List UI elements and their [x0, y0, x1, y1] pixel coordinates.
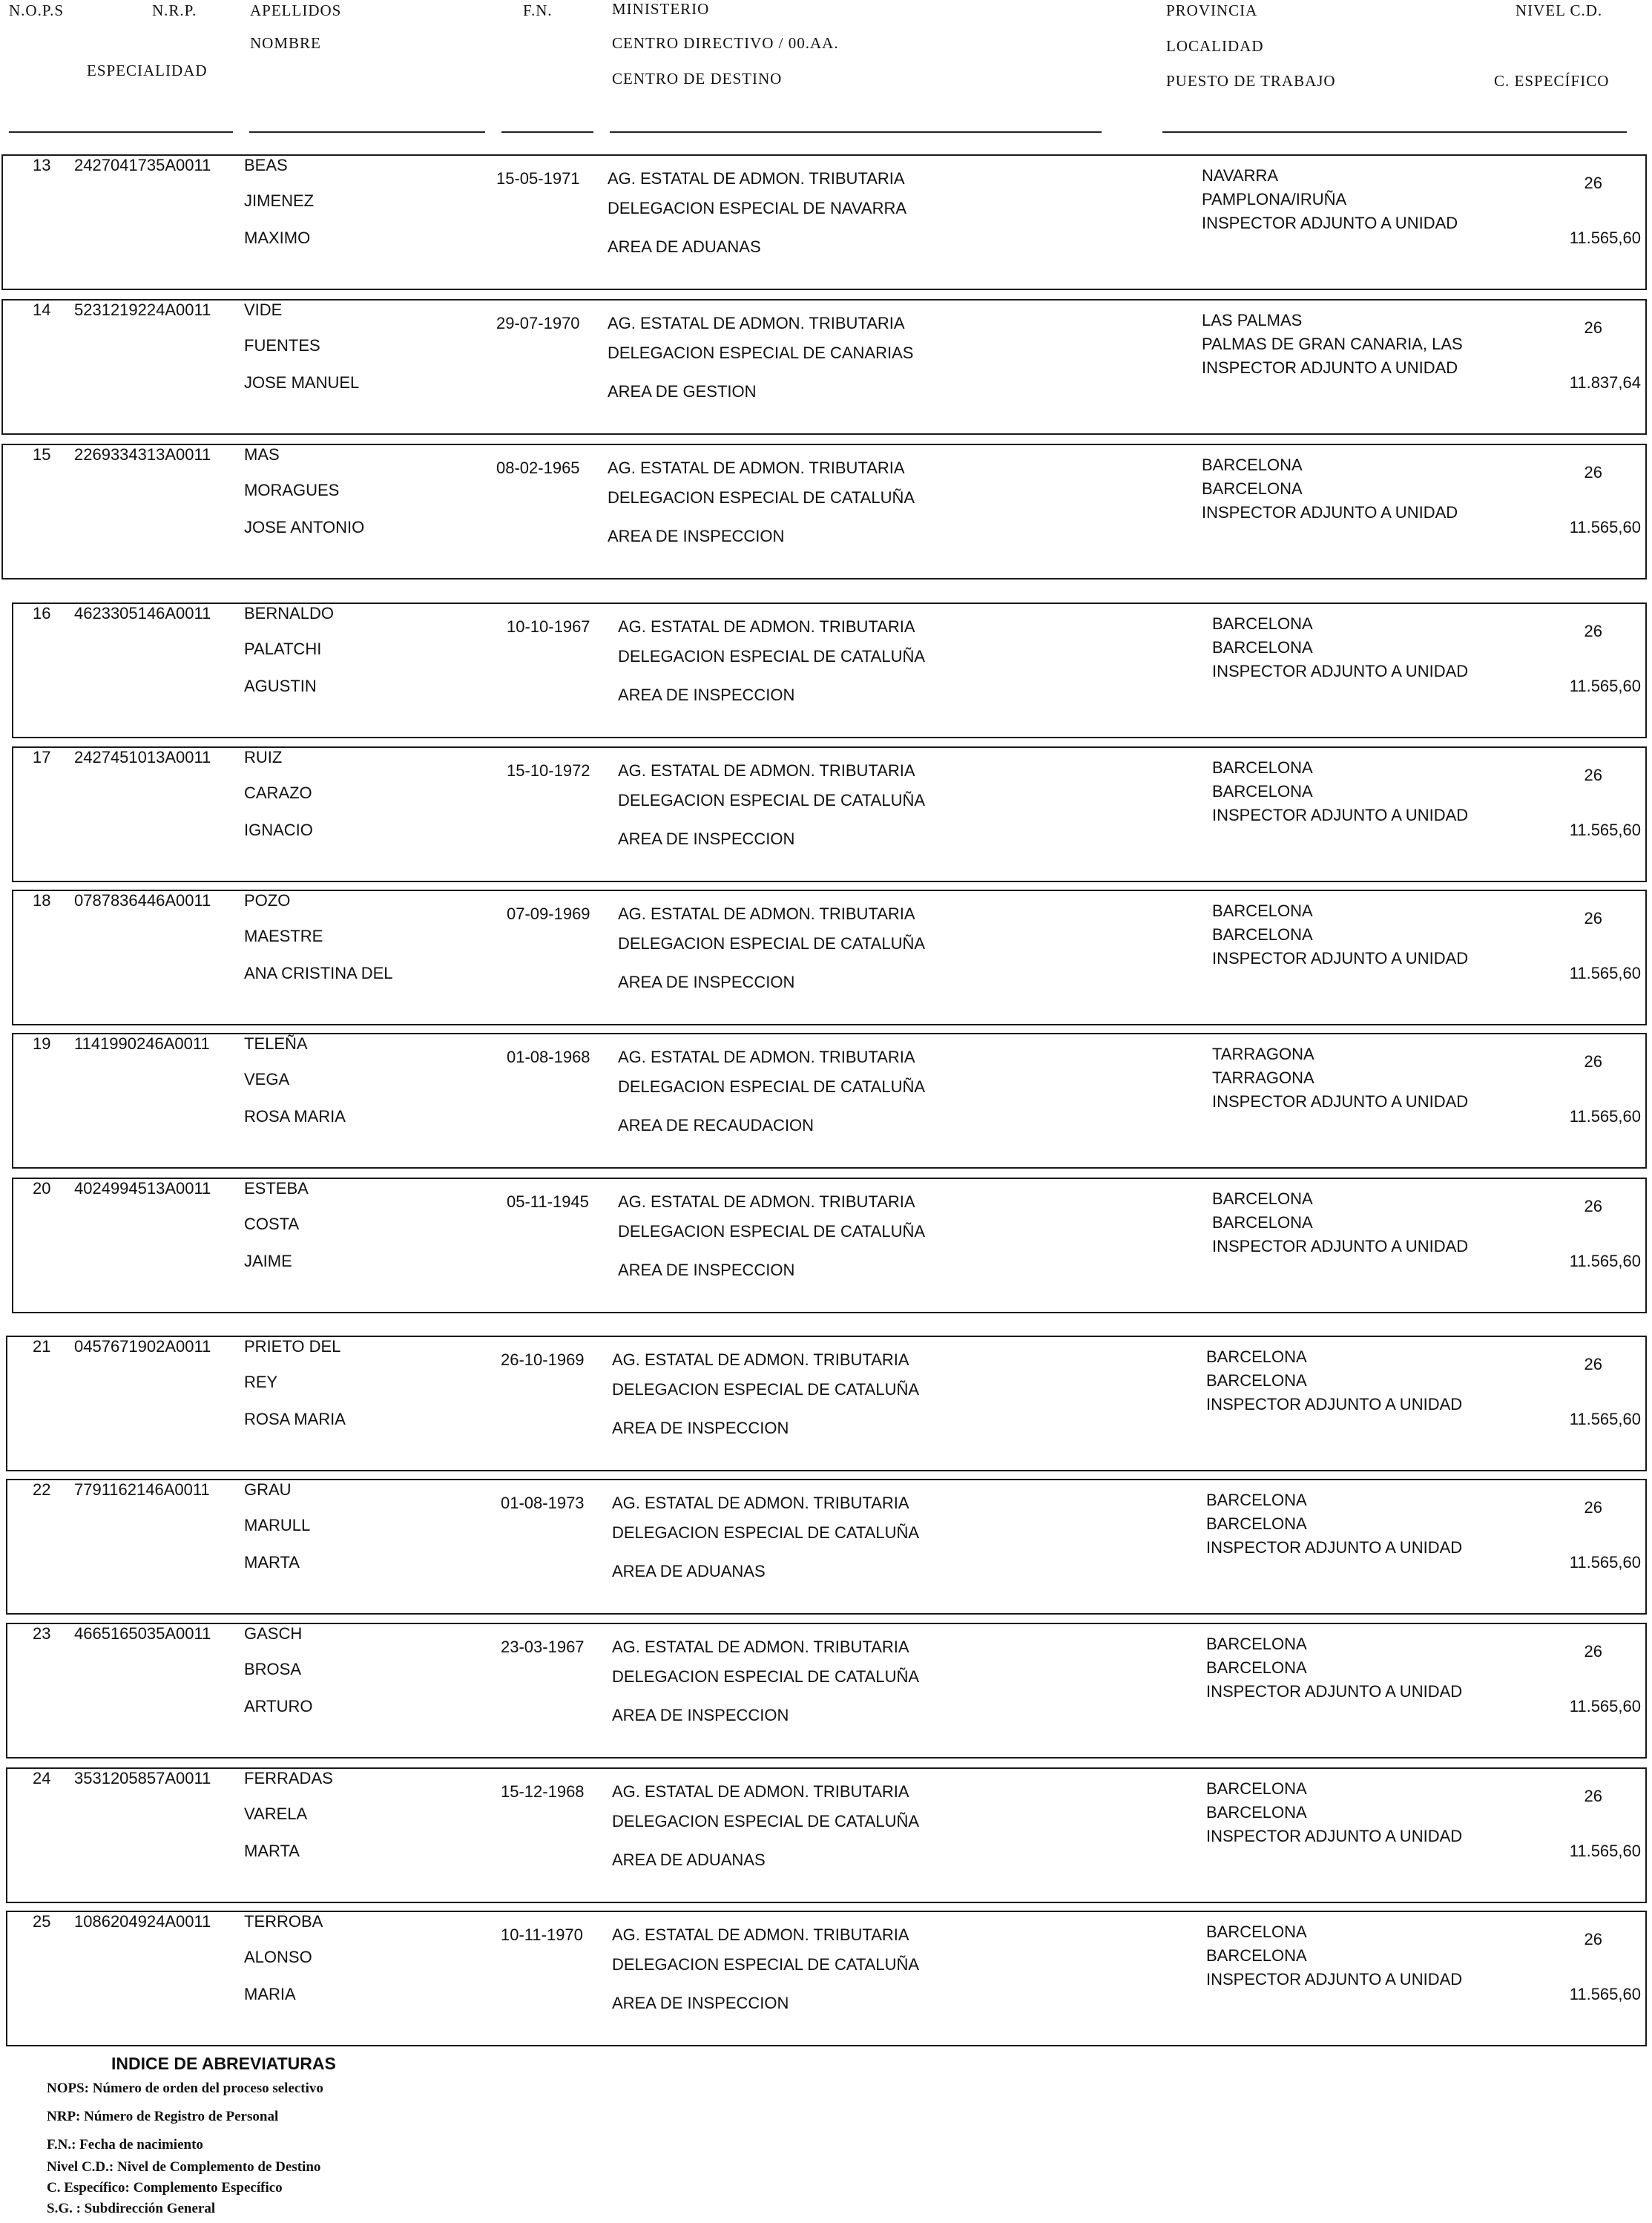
- apellido1-cell: GRAU: [244, 1480, 292, 1499]
- apellido1-cell: POZO: [244, 891, 291, 910]
- c-especifico-cell: 11.565,60: [1569, 1107, 1641, 1126]
- apellido1-cell: PRIETO DEL: [244, 1337, 341, 1356]
- puesto-cell: INSPECTOR ADJUNTO A UNIDAD: [1202, 503, 1458, 522]
- centro-destino-cell: AREA DE RECAUDACION: [618, 1116, 815, 1135]
- header-ministerio: MINISTERIO: [612, 0, 710, 18]
- legend-item: F.N.: Fecha de nacimiento: [47, 2137, 203, 2153]
- fecha-nacimiento-cell: 01-08-1973: [501, 1494, 585, 1512]
- centro-directivo-cell: DELEGACION ESPECIAL DE CATALUÑA: [618, 791, 926, 810]
- nrp-cell: 2269334313A0011: [74, 445, 211, 464]
- puesto-cell: INSPECTOR ADJUNTO A UNIDAD: [1212, 1092, 1469, 1111]
- provincia-cell: LAS PALMAS: [1202, 311, 1303, 329]
- header-puesto: PUESTO DE TRABAJO: [1166, 72, 1336, 90]
- nombre-cell: IGNACIO: [244, 821, 313, 839]
- nrp-cell: 5231219224A0011: [74, 301, 211, 319]
- fecha-nacimiento-cell: 01-08-1968: [507, 1048, 590, 1066]
- apellido2-cell: VARELA: [244, 1805, 308, 1823]
- nombre-cell: MARTA: [244, 1842, 300, 1860]
- centro-directivo-cell: DELEGACION ESPECIAL DE CATALUÑA: [612, 1523, 920, 1542]
- apellido1-cell: TELEÑA: [244, 1034, 308, 1053]
- localidad-cell: BARCELONA: [1212, 782, 1313, 801]
- fecha-nacimiento-cell: 15-05-1971: [496, 169, 580, 188]
- ministerio-cell: AG. ESTATAL DE ADMON. TRIBUTARIA: [608, 459, 905, 477]
- legend-item: Nivel C.D.: Nivel de Complemento de Destino: [47, 2159, 321, 2175]
- nivel-cd-cell: 26: [1584, 1787, 1602, 1805]
- ministerio-cell: AG. ESTATAL DE ADMON. TRIBUTARIA: [612, 1638, 909, 1656]
- centro-destino-cell: AREA DE ADUANAS: [608, 237, 761, 256]
- centro-destino-cell: AREA DE INSPECCION: [618, 1261, 795, 1279]
- nivel-cd-cell: 26: [1584, 622, 1602, 640]
- nrp-cell: 3531205857A0011: [74, 1769, 211, 1787]
- header-nivel-cd: NIVEL C.D.: [1516, 1, 1603, 19]
- nrp-cell: 1086204924A0011: [74, 1912, 211, 1931]
- provincia-cell: BARCELONA: [1206, 1491, 1307, 1509]
- table-row: [12, 1178, 1647, 1313]
- centro-directivo-cell: DELEGACION ESPECIAL DE CATALUÑA: [612, 1812, 920, 1830]
- ministerio-cell: AG. ESTATAL DE ADMON. TRIBUTARIA: [618, 904, 915, 923]
- provincia-cell: TARRAGONA: [1212, 1045, 1314, 1063]
- fecha-nacimiento-cell: 23-03-1967: [501, 1638, 585, 1656]
- localidad-cell: BARCELONA: [1206, 1658, 1307, 1677]
- centro-directivo-cell: DELEGACION ESPECIAL DE CATALUÑA: [608, 488, 915, 507]
- apellido2-cell: BROSA: [244, 1660, 302, 1678]
- localidad-cell: TARRAGONA: [1212, 1068, 1314, 1087]
- ministerio-cell: AG. ESTATAL DE ADMON. TRIBUTARIA: [608, 314, 905, 332]
- nivel-cd-cell: 26: [1584, 174, 1602, 192]
- nrp-cell: 2427451013A0011: [74, 748, 211, 766]
- nivel-cd-cell: 26: [1584, 909, 1602, 927]
- nops-cell: 24: [33, 1769, 51, 1787]
- centro-destino-cell: AREA DE ADUANAS: [612, 1851, 766, 1869]
- nops-cell: 22: [33, 1480, 51, 1499]
- nombre-cell: AGUSTIN: [244, 677, 317, 695]
- nombre-cell: MARTA: [244, 1553, 300, 1572]
- apellido2-cell: JIMENEZ: [244, 191, 315, 210]
- apellido2-cell: ALONSO: [244, 1948, 312, 1966]
- apellido2-cell: CARAZO: [244, 784, 312, 802]
- puesto-cell: INSPECTOR ADJUNTO A UNIDAD: [1206, 1827, 1463, 1845]
- apellido1-cell: MAS: [244, 445, 280, 464]
- centro-directivo-cell: DELEGACION ESPECIAL DE CATALUÑA: [618, 647, 926, 666]
- header-c-especifico: C. ESPECÍFICO: [1494, 72, 1610, 90]
- provincia-cell: BARCELONA: [1212, 902, 1313, 920]
- puesto-cell: INSPECTOR ADJUNTO A UNIDAD: [1212, 1237, 1469, 1255]
- fecha-nacimiento-cell: 29-07-1970: [496, 314, 580, 332]
- centro-destino-cell: AREA DE INSPECCION: [612, 1706, 789, 1724]
- apellido1-cell: FERRADAS: [244, 1769, 333, 1787]
- nops-cell: 19: [33, 1034, 51, 1053]
- apellido1-cell: VIDE: [244, 301, 283, 319]
- header-localidad: LOCALIDAD: [1166, 37, 1264, 55]
- legend-item: C. Específico: Complemento Específico: [47, 2180, 283, 2196]
- table-row: [12, 1033, 1647, 1169]
- ministerio-cell: AG. ESTATAL DE ADMON. TRIBUTARIA: [618, 1192, 915, 1211]
- header-nrp: N.R.P.: [152, 1, 197, 19]
- localidad-cell: BARCELONA: [1206, 1803, 1307, 1822]
- table-row: [12, 890, 1647, 1025]
- nops-cell: 13: [33, 156, 51, 174]
- header-especialidad: ESPECIALIDAD: [87, 62, 208, 79]
- localidad-cell: BARCELONA: [1212, 638, 1313, 657]
- provincia-cell: BARCELONA: [1212, 1189, 1313, 1208]
- provincia-cell: BARCELONA: [1206, 1779, 1307, 1798]
- puesto-cell: INSPECTOR ADJUNTO A UNIDAD: [1206, 1395, 1463, 1413]
- nivel-cd-cell: 26: [1584, 1197, 1602, 1215]
- localidad-cell: BARCELONA: [1212, 925, 1313, 944]
- nrp-cell: 1141990246A0011: [74, 1034, 210, 1053]
- fecha-nacimiento-cell: 26-10-1969: [501, 1350, 585, 1369]
- fecha-nacimiento-cell: 10-10-1967: [507, 617, 590, 636]
- header-rule: [1162, 131, 1627, 133]
- header-centro-directivo: CENTRO DIRECTIVO / 00.AA.: [612, 34, 839, 52]
- apellido1-cell: BEAS: [244, 156, 288, 174]
- table-row: [1, 154, 1647, 290]
- table-row: [6, 1336, 1647, 1471]
- provincia-cell: BARCELONA: [1212, 758, 1313, 777]
- provincia-cell: NAVARRA: [1202, 166, 1279, 185]
- nivel-cd-cell: 26: [1584, 766, 1602, 784]
- nombre-cell: MAXIMO: [244, 229, 311, 247]
- fecha-nacimiento-cell: 05-11-1945: [507, 1192, 589, 1211]
- apellido1-cell: GASCH: [244, 1624, 303, 1643]
- centro-directivo-cell: DELEGACION ESPECIAL DE CATALUÑA: [612, 1955, 920, 1974]
- centro-directivo-cell: DELEGACION ESPECIAL DE CATALUÑA: [618, 934, 926, 953]
- c-especifico-cell: 11.565,60: [1569, 1985, 1641, 2003]
- nivel-cd-cell: 26: [1584, 1355, 1602, 1373]
- nrp-cell: 0787836446A0011: [74, 891, 211, 910]
- nops-cell: 18: [33, 891, 51, 910]
- centro-directivo-cell: DELEGACION ESPECIAL DE CATALUÑA: [618, 1077, 926, 1096]
- apellido1-cell: BERNALDO: [244, 604, 335, 623]
- nops-cell: 16: [33, 604, 51, 623]
- ministerio-cell: AG. ESTATAL DE ADMON. TRIBUTARIA: [618, 617, 915, 636]
- apellido2-cell: VEGA: [244, 1070, 290, 1088]
- apellido2-cell: PALATCHI: [244, 640, 322, 658]
- nombre-cell: JOSE MANUEL: [244, 373, 360, 392]
- nombre-cell: MARIA: [244, 1985, 296, 2003]
- provincia-cell: BARCELONA: [1206, 1347, 1307, 1366]
- apellido1-cell: RUIZ: [244, 748, 283, 766]
- nivel-cd-cell: 26: [1584, 1642, 1602, 1661]
- provincia-cell: BARCELONA: [1206, 1922, 1307, 1941]
- puesto-cell: INSPECTOR ADJUNTO A UNIDAD: [1206, 1682, 1463, 1701]
- nops-cell: 23: [33, 1624, 51, 1643]
- centro-destino-cell: AREA DE INSPECCION: [608, 527, 785, 545]
- c-especifico-cell: 11.565,60: [1569, 1553, 1641, 1572]
- table-row: [1, 444, 1647, 579]
- nombre-cell: ANA CRISTINA DEL: [244, 964, 393, 982]
- nombre-cell: JOSE ANTONIO: [244, 518, 365, 536]
- nivel-cd-cell: 26: [1584, 1930, 1602, 1948]
- c-especifico-cell: 11.565,60: [1569, 518, 1641, 536]
- puesto-cell: INSPECTOR ADJUNTO A UNIDAD: [1212, 662, 1469, 680]
- nivel-cd-cell: 26: [1584, 463, 1602, 482]
- centro-directivo-cell: DELEGACION ESPECIAL DE CATALUÑA: [612, 1667, 920, 1686]
- legend-item: NOPS: Número de orden del proceso selectivo: [47, 2081, 323, 2096]
- apellido2-cell: MAESTRE: [244, 927, 323, 945]
- header-rule: [501, 131, 593, 133]
- provincia-cell: BARCELONA: [1206, 1635, 1307, 1653]
- puesto-cell: INSPECTOR ADJUNTO A UNIDAD: [1202, 358, 1458, 377]
- header-fn: F.N.: [523, 1, 553, 19]
- nombre-cell: JAIME: [244, 1252, 292, 1270]
- apellido1-cell: TERROBA: [244, 1912, 323, 1931]
- c-especifico-cell: 11.565,60: [1569, 1252, 1641, 1270]
- header-nops: N.O.P.S: [9, 1, 65, 19]
- centro-destino-cell: AREA DE INSPECCION: [612, 1994, 789, 2012]
- table-row: [6, 1911, 1647, 2046]
- c-especifico-cell: 11.565,60: [1569, 1410, 1641, 1428]
- c-especifico-cell: 11.565,60: [1569, 229, 1641, 247]
- fecha-nacimiento-cell: 10-11-1970: [501, 1925, 583, 1944]
- header-rule: [9, 131, 233, 133]
- table-row: [1, 299, 1647, 435]
- centro-directivo-cell: DELEGACION ESPECIAL DE CATALUÑA: [618, 1222, 926, 1241]
- nivel-cd-cell: 26: [1584, 1052, 1602, 1071]
- nops-cell: 25: [33, 1912, 51, 1931]
- provincia-cell: BARCELONA: [1212, 614, 1313, 633]
- puesto-cell: INSPECTOR ADJUNTO A UNIDAD: [1206, 1538, 1463, 1557]
- ministerio-cell: AG. ESTATAL DE ADMON. TRIBUTARIA: [612, 1350, 909, 1369]
- legend-item: NRP: Número de Registro de Personal: [47, 2109, 279, 2124]
- ministerio-cell: AG. ESTATAL DE ADMON. TRIBUTARIA: [618, 761, 915, 780]
- nrp-cell: 0457671902A0011: [74, 1337, 211, 1356]
- localidad-cell: PAMPLONA/IRUÑA: [1202, 190, 1347, 208]
- header-nombre: NOMBRE: [250, 34, 321, 52]
- apellido2-cell: MORAGUES: [244, 481, 340, 499]
- fecha-nacimiento-cell: 08-02-1965: [496, 459, 580, 477]
- apellido2-cell: REY: [244, 1373, 278, 1391]
- nrp-cell: 2427041735A0011: [74, 156, 211, 174]
- nops-cell: 14: [33, 301, 51, 319]
- nombre-cell: ROSA MARIA: [244, 1107, 346, 1126]
- localidad-cell: BARCELONA: [1206, 1371, 1307, 1390]
- nombre-cell: ROSA MARIA: [244, 1410, 346, 1428]
- header-rule: [249, 131, 485, 133]
- table-row: [6, 1479, 1647, 1615]
- fecha-nacimiento-cell: 07-09-1969: [507, 904, 590, 923]
- centro-directivo-cell: DELEGACION ESPECIAL DE CANARIAS: [608, 344, 914, 362]
- header-provincia: PROVINCIA: [1166, 1, 1258, 19]
- localidad-cell: BARCELONA: [1212, 1213, 1313, 1232]
- table-row: [6, 1623, 1647, 1759]
- apellido2-cell: FUENTES: [244, 336, 320, 355]
- ministerio-cell: AG. ESTATAL DE ADMON. TRIBUTARIA: [618, 1048, 915, 1066]
- header-rule: [610, 131, 1102, 133]
- fecha-nacimiento-cell: 15-10-1972: [507, 761, 590, 780]
- nops-cell: 20: [33, 1179, 51, 1198]
- nrp-cell: 4024994513A0011: [74, 1179, 211, 1198]
- ministerio-cell: AG. ESTATAL DE ADMON. TRIBUTARIA: [612, 1494, 909, 1512]
- legend-item: S.G. : Subdirección General: [47, 2201, 216, 2216]
- ministerio-cell: AG. ESTATAL DE ADMON. TRIBUTARIA: [612, 1782, 909, 1801]
- table-row: [12, 602, 1647, 738]
- centro-directivo-cell: DELEGACION ESPECIAL DE CATALUÑA: [612, 1380, 920, 1399]
- nops-cell: 17: [33, 748, 51, 766]
- centro-directivo-cell: DELEGACION ESPECIAL DE NAVARRA: [608, 199, 907, 217]
- nrp-cell: 4623305146A0011: [74, 604, 211, 623]
- table-row: [12, 746, 1647, 882]
- puesto-cell: INSPECTOR ADJUNTO A UNIDAD: [1212, 806, 1469, 824]
- centro-destino-cell: AREA DE ADUANAS: [612, 1562, 766, 1580]
- centro-destino-cell: AREA DE INSPECCION: [618, 686, 795, 704]
- header-apellidos: APELLIDOS: [250, 1, 342, 19]
- nrp-cell: 4665165035A0011: [74, 1624, 211, 1643]
- fecha-nacimiento-cell: 15-12-1968: [501, 1782, 585, 1801]
- puesto-cell: INSPECTOR ADJUNTO A UNIDAD: [1202, 214, 1458, 232]
- nombre-cell: ARTURO: [244, 1697, 313, 1715]
- puesto-cell: INSPECTOR ADJUNTO A UNIDAD: [1206, 1970, 1463, 1989]
- c-especifico-cell: 11.837,64: [1569, 373, 1641, 392]
- centro-destino-cell: AREA DE INSPECCION: [618, 830, 795, 848]
- c-especifico-cell: 11.565,60: [1569, 964, 1641, 982]
- apellido1-cell: ESTEBA: [244, 1179, 309, 1198]
- apellido2-cell: MARULL: [244, 1516, 311, 1534]
- puesto-cell: INSPECTOR ADJUNTO A UNIDAD: [1212, 949, 1469, 968]
- apellido2-cell: COSTA: [244, 1215, 300, 1233]
- table-row: [6, 1767, 1647, 1903]
- nivel-cd-cell: 26: [1584, 318, 1602, 337]
- c-especifico-cell: 11.565,60: [1569, 1842, 1641, 1860]
- nrp-cell: 7791162146A0011: [74, 1480, 210, 1499]
- centro-destino-cell: AREA DE GESTION: [608, 382, 757, 401]
- ministerio-cell: AG. ESTATAL DE ADMON. TRIBUTARIA: [612, 1925, 909, 1944]
- ministerio-cell: AG. ESTATAL DE ADMON. TRIBUTARIA: [608, 169, 905, 188]
- nops-cell: 15: [33, 445, 51, 464]
- provincia-cell: BARCELONA: [1202, 456, 1303, 474]
- nops-cell: 21: [33, 1337, 51, 1356]
- legend-title: INDICE DE ABREVIATURAS: [111, 2054, 336, 2073]
- c-especifico-cell: 11.565,60: [1569, 1697, 1641, 1715]
- localidad-cell: BARCELONA: [1202, 479, 1303, 498]
- localidad-cell: BARCELONA: [1206, 1946, 1307, 1965]
- localidad-cell: BARCELONA: [1206, 1514, 1307, 1533]
- nivel-cd-cell: 26: [1584, 1498, 1602, 1517]
- c-especifico-cell: 11.565,60: [1569, 821, 1641, 839]
- c-especifico-cell: 11.565,60: [1569, 677, 1641, 695]
- centro-destino-cell: AREA DE INSPECCION: [618, 973, 795, 991]
- centro-destino-cell: AREA DE INSPECCION: [612, 1419, 789, 1437]
- localidad-cell: PALMAS DE GRAN CANARIA, LAS: [1202, 335, 1463, 353]
- header-centro-destino: CENTRO DE DESTINO: [612, 70, 783, 88]
